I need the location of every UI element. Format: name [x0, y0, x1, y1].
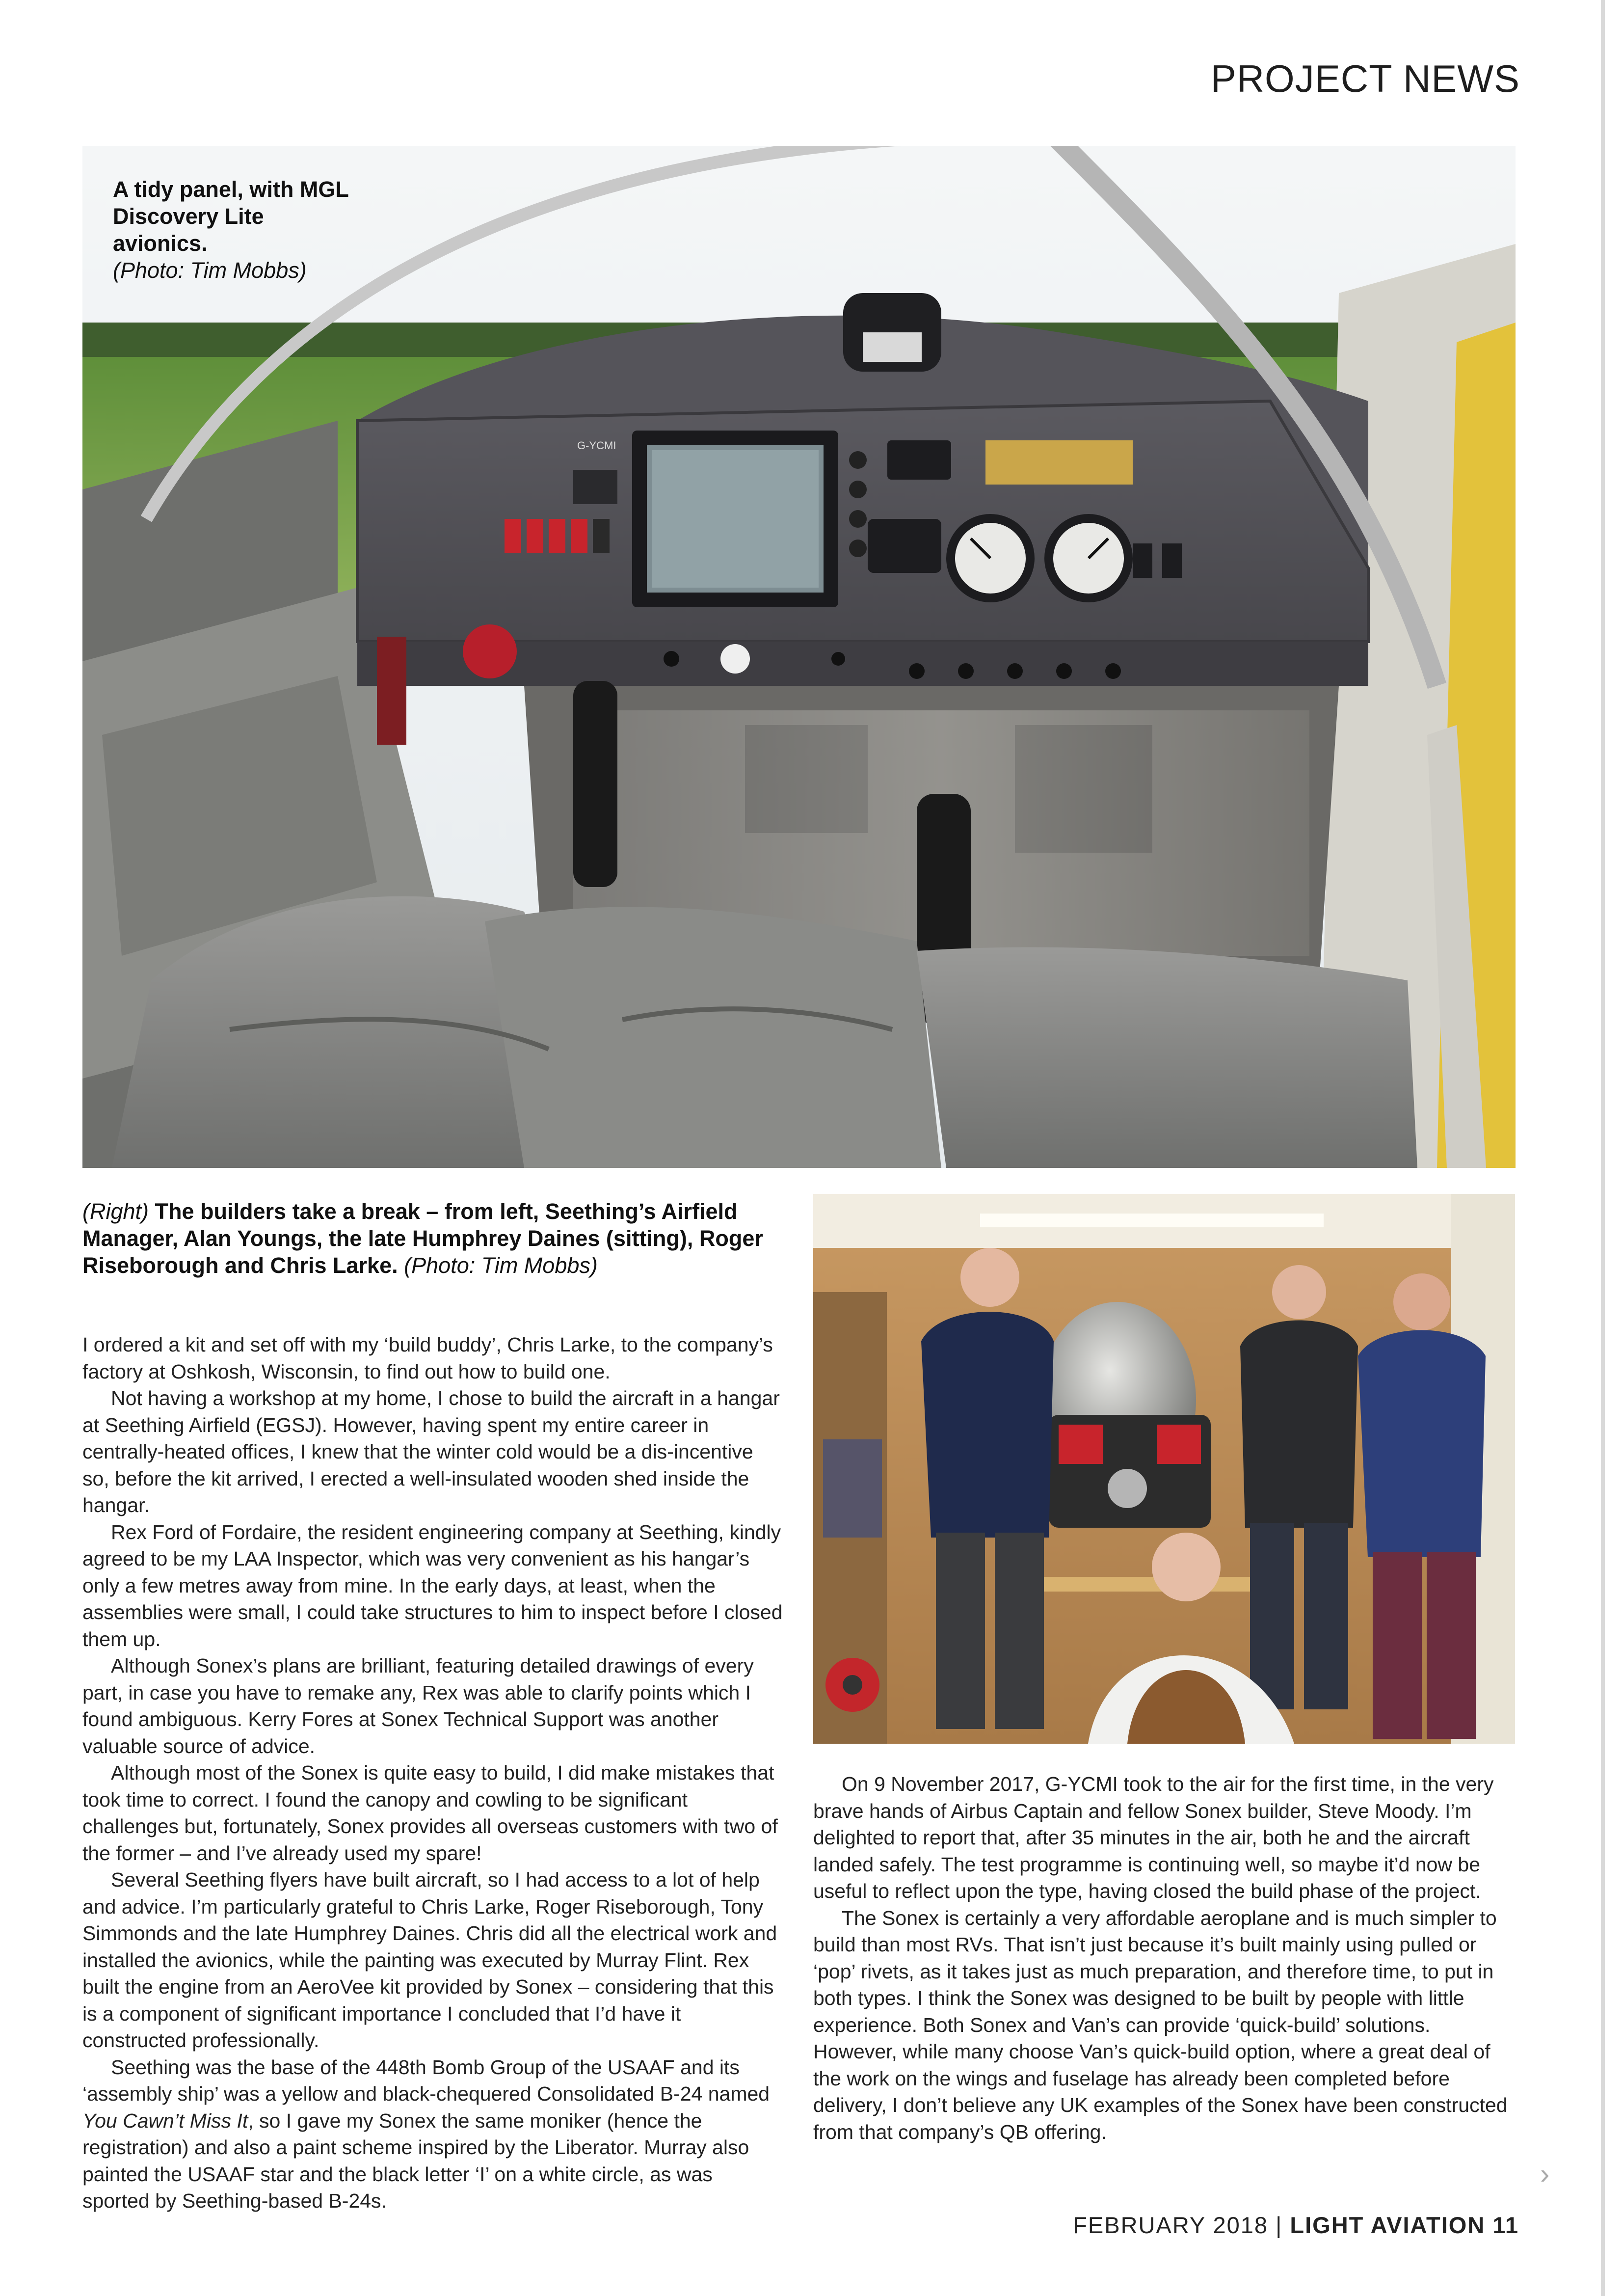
- article-paragraph: On 9 November 2017, G-YCMI took to the air for the first time, in the very brave hands of Airbus Captain and fellow Sonex builder, Steve Moody. I’m delighted to report that, after 35 minutes in the air, both he and the aircraft landed safely. The test programme is continuing well, so maybe it’d now be useful to reflect upon the type, having closed the build phase of the project.: [813, 1773, 1494, 1902]
- article-paragraph: Not having a workshop at my home, I chose to build the aircraft in a hangar at Seething Airfield (EGSJ). However, having spent my entire career in centrally-heated offices, I knew that the winter cold would be a dis-incentive so, before the kit arrived, I erected a well-insulated wooden shed inside the hangar.: [82, 1387, 780, 1516]
- photo2-caption-lead: (Right): [82, 1199, 149, 1224]
- paragraph-text: , so I gave my Sonex the same moniker (hence the registration) and also a paint scheme inspired by the Liberator. Murray also painted the USAAF star and the black letter ‘I’ on a white circle, as was sported by Seething-based B-24s.: [82, 2109, 749, 2212]
- panel-registration: G-YCMI: [577, 439, 616, 452]
- article-paragraph: [82, 2054, 784, 2215]
- page-footer: [1073, 2212, 1519, 2239]
- cockpit-panel-illustration: [82, 146, 1516, 1168]
- article-column-2: [813, 1771, 1515, 2145]
- builders-illustration: [813, 1194, 1515, 1744]
- paragraph-text: Seething was the base of the 448th Bomb Group of the USAAF and its ‘assembly ship’ was a yellow and black-chequered Consolidated B-24 named: [82, 2055, 770, 2105]
- article-paragraph: The Sonex is certainly a very affordable aeroplane and is much simpler to build than most RVs. That isn’t just because it’s built mainly using pulled or ‘pop’ rivets, as it takes just as much preparation, and therefore time, to put in both types. I think the Sonex was designed to be built by people with little experience. Both Sonex and Van’s can provide ‘quick-build’ solutions. However, while many choose Van’s quick-build option, where a great deal of the work on the wings and fuselage has already been completed before delivery, I don’t believe any UK examples of the Sonex have been constructed from that company’s QB offering.: [813, 1906, 1508, 2143]
- article-paragraph: Several Seething flyers have built aircraft, so I had access to a lot of help and advice. I’m particularly grateful to Chris Larke, Roger Riseborough, Tony Simmonds and the late Humphrey Daines. Chris did all the electrical work and installed the avionics, while the painting was executed by Murray Flint. Rex built the engine from an AeroVee kit provided by Sonex – considering that this is a component of significant importance I concluded that I’d have it constructed professionally.: [82, 1868, 777, 2052]
- footer-issue: FEBRUARY 2018 |: [1073, 2212, 1290, 2238]
- article-paragraph: Although most of the Sonex is quite easy to build, I did make mistakes that took time to correct. I found the canopy and cowling to be significant challenges but, fortunately, Sonex provides all overseas customers with two of the former – and I’ve already used my spare!: [82, 1761, 778, 1864]
- aircraft-name: You Cawn’t Miss It: [82, 2109, 248, 2132]
- photo1-credit: (Photo: Tim Mobbs): [113, 258, 307, 283]
- footer-page-number: 11: [1492, 2212, 1519, 2238]
- builders-photo: [813, 1194, 1515, 1744]
- section-title: PROJECT NEWS: [1210, 57, 1520, 100]
- photo2-credit: (Photo: Tim Mobbs): [404, 1253, 598, 1278]
- photo1-caption: [113, 176, 358, 284]
- cockpit-panel-photo: [82, 146, 1516, 1168]
- photo1-caption-text: A tidy panel, with MGL Discovery Lite avionics.: [113, 177, 349, 256]
- photo2-caption: [82, 1198, 789, 1279]
- footer-magazine: LIGHT AVIATION: [1290, 2212, 1486, 2238]
- article-paragraph: Rex Ford of Fordaire, the resident engineering company at Seething, kindly agreed to be my LAA Inspector, which was very convenient as his hangar’s only a few metres away from mine. In the early days, at least, when the assemblies were small, I could take structures to him to inspect before I closed them up.: [82, 1520, 783, 1650]
- page-edge-shadow: [1601, 0, 1605, 2296]
- article-paragraph: Although Sonex’s plans are brilliant, featuring detailed drawings of every part, in case you have to remake any, Rex was able to clarify points which I found ambiguous. Kerry Fores at Sonex Technical Support was another valuable source of advice.: [82, 1654, 754, 1757]
- article-column-1: [82, 1331, 784, 2215]
- photo2-caption-text: The builders take a break – from left, Seething’s Airfield Manager, Alan Youngs, the late Humphrey Daines (sitting), Roger Riseborough and Chris Larke.: [82, 1199, 763, 1278]
- article-paragraph: I ordered a kit and set off with my ‘build buddy’, Chris Larke, to the company’s factory at Oshkosh, Wisconsin, to find out how to build one.: [82, 1333, 773, 1383]
- next-page-chevron-icon[interactable]: ›: [1540, 2158, 1550, 2190]
